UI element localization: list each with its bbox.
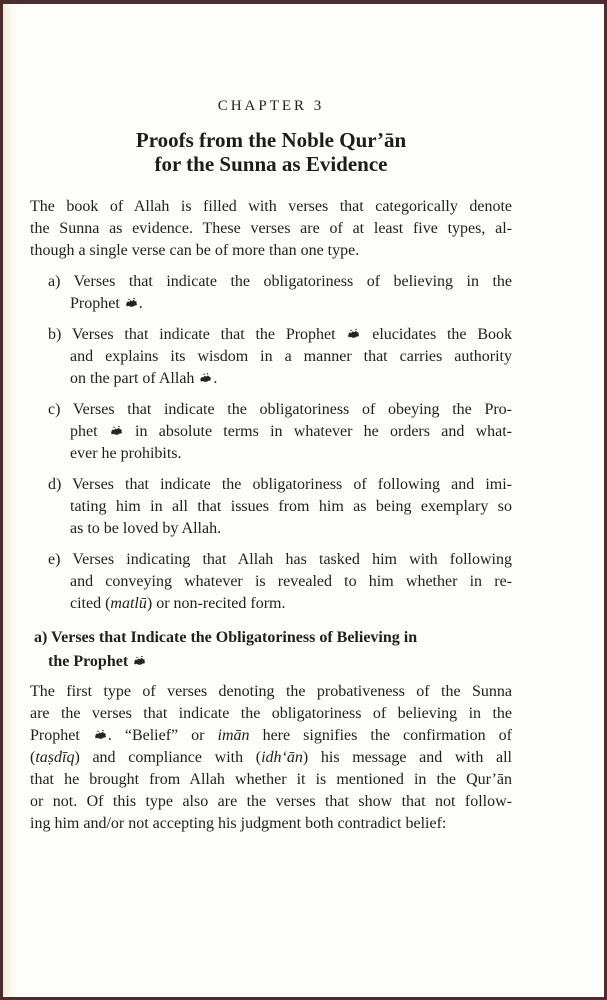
- text-line: [30, 324, 512, 346]
- pbuh-symbol: [110, 425, 123, 436]
- text-span: elucidates the Book: [361, 326, 513, 343]
- text-line: [30, 813, 512, 835]
- text-span: a) Verses that Indicate the Obligatoriness of Believing in: [34, 629, 418, 646]
- text-span: The first type of verses denoting the probativeness of the Sunna: [30, 683, 512, 700]
- text-span: and conveying whatever is revealed to him whether in re-: [70, 573, 512, 590]
- text-span: tating him in all that issues from him as being exemplary so: [70, 498, 512, 515]
- text-span: on the part of Allah: [70, 370, 199, 387]
- italic-term: imān: [217, 727, 250, 744]
- list-item-b: [30, 324, 512, 390]
- intro-paragraph: [30, 196, 512, 262]
- text-line: [30, 218, 512, 240]
- text-line: [30, 196, 512, 218]
- text-span: the Sunna as evidence. These verses are of at least five types, al-: [30, 220, 512, 237]
- text-span: that he brought from Allah whether it is mentioned in the Qur’ān: [30, 771, 512, 788]
- text-line: [30, 368, 512, 390]
- text-span: The book of Allah is filled with verses that categorically denote: [30, 198, 512, 215]
- text-line: [30, 421, 512, 443]
- chapter-title-line1: Proofs from the Noble Qur’ān: [135, 128, 407, 152]
- text-span: cited (: [70, 595, 111, 612]
- text-line: [30, 593, 512, 615]
- list-item-a: [30, 271, 512, 315]
- text-span: .: [213, 370, 218, 387]
- text-line: [30, 791, 512, 813]
- text-span: e) Verses indicating that Allah has tasked him with following: [48, 551, 512, 568]
- text-span: as to be loved by Allah.: [70, 520, 222, 537]
- text-span: the Prophet: [48, 653, 133, 670]
- text-span: (: [30, 749, 36, 766]
- italic-term: idh‘ān: [261, 749, 303, 766]
- text-line: [30, 399, 512, 421]
- text-span: Prophet: [30, 727, 93, 744]
- book-page: [3, 4, 604, 997]
- swt-symbol: [199, 372, 212, 383]
- text-line: [30, 240, 512, 262]
- text-span: in absolute terms in whatever he orders and what-: [123, 423, 512, 440]
- text-line: [30, 496, 512, 518]
- text-line: [30, 725, 512, 747]
- text-line: [30, 571, 512, 593]
- text-line: [30, 747, 512, 769]
- text-span: ) or non-recited form.: [146, 595, 286, 612]
- text-span: phet: [70, 423, 109, 440]
- text-span: ) his message and with all: [302, 749, 512, 766]
- page-content: [30, 196, 512, 835]
- text-span: ever he prohibits.: [70, 445, 182, 462]
- pbuh-symbol: [125, 297, 138, 308]
- text-span: ) and compliance with (: [74, 749, 262, 766]
- list-item-e: [30, 549, 512, 615]
- text-span: c) Verses that indicate the obligatoriness of obeying the Pro-: [48, 401, 512, 418]
- text-line: [30, 703, 512, 725]
- italic-term: taṣdīq: [35, 749, 75, 766]
- text-span: Prophet: [70, 295, 124, 312]
- text-span: are the verses that indicate the obligatoriness of believing in the: [30, 705, 512, 722]
- pbuh-symbol: [133, 655, 146, 666]
- text-line: [30, 518, 512, 540]
- text-line: [30, 443, 512, 465]
- text-line: [30, 650, 512, 674]
- text-span: or not. Of this type also are the verses that show that not follow-: [30, 793, 512, 810]
- text-line: [30, 549, 512, 571]
- text-span: here signifies the confirmation of: [249, 727, 512, 744]
- text-span: .: [138, 295, 143, 312]
- text-span: ing him and/or not accepting his judgment both contradict belief:: [30, 815, 447, 832]
- text-span: a) Verses that indicate the obligatoriness of believing in the: [48, 273, 512, 290]
- text-line: [30, 271, 512, 293]
- text-span: b) Verses that indicate that the Prophet: [48, 326, 347, 343]
- text-line: [30, 346, 512, 368]
- text-span: though a single verse can be of more than one type.: [30, 242, 360, 259]
- text-line: [30, 681, 512, 703]
- list-item-d: [30, 474, 512, 540]
- text-span: and explains its wisdom in a manner that carries authority: [70, 348, 512, 365]
- text-line: [30, 769, 512, 791]
- chapter-title: [30, 128, 512, 176]
- list-item-c: [30, 399, 512, 465]
- italic-term: matlū: [110, 595, 147, 612]
- text-span: . “Belief” or: [107, 727, 218, 744]
- text-line: [30, 474, 512, 496]
- pbuh-symbol: [94, 729, 107, 740]
- pbuh-symbol: [347, 328, 360, 339]
- chapter-title-line2: for the Sunna as Evidence: [154, 152, 388, 176]
- text-line: [30, 626, 512, 650]
- chapter-label: CHAPTER 3: [217, 98, 325, 114]
- body-paragraph: [30, 681, 512, 835]
- section-heading-a: [30, 626, 512, 674]
- text-line: [30, 293, 512, 315]
- text-span: d) Verses that indicate the obligatoriness of following and imi-: [48, 476, 512, 493]
